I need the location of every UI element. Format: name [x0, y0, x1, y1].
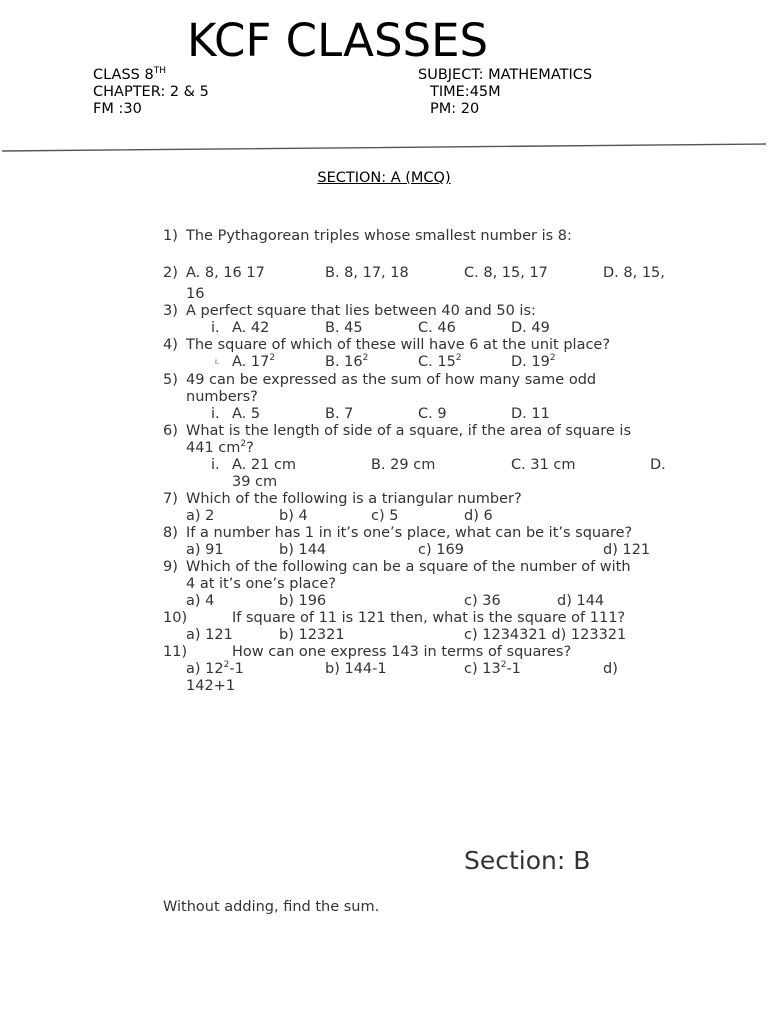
q5-option-a: A. 5: [232, 406, 261, 422]
q11-number: 11): [163, 644, 188, 660]
q11-option-b: b) 144-1: [325, 661, 387, 677]
q11-text: How can one express 143 in terms of squares?: [232, 644, 572, 660]
q11-option-a: a) $12^2-1$: [186, 660, 244, 677]
q6-option-d-cont: 39 cm: [232, 474, 278, 490]
q7-text: Which of the following is a triangular number?: [186, 491, 522, 507]
q9-number: 9): [163, 559, 178, 575]
q10-option-b: b) 12321: [279, 627, 345, 643]
q2-option-c: C. 8, 15, 17: [464, 265, 548, 281]
q5-number: 5): [163, 372, 178, 388]
q4-option-b: B. $16^2$: [325, 353, 369, 370]
q9-option-c: c) 36: [464, 593, 501, 609]
q2-number: 2): [163, 265, 178, 281]
q8-option-b: b) 144: [279, 542, 327, 558]
q10-option-a: a) 121: [186, 627, 233, 643]
q3-option-a: A. 42: [232, 320, 270, 336]
q3-roman: i.: [211, 320, 220, 336]
q10-option-cd: c) 1234321 d) 123321: [464, 627, 627, 643]
q5-option-d: D. 11: [511, 406, 550, 422]
q2-option-d-cont: 16: [186, 286, 205, 302]
q2-option-d: D. 8, 15,: [603, 265, 665, 281]
q9-text: Which of the following can be a square of the number of with: [186, 559, 631, 575]
q11-option-d-cont: 142+1: [186, 678, 236, 694]
q9-option-d: d) 144: [557, 593, 605, 609]
page-title: KCF CLASSES: [187, 14, 489, 67]
time-label: TIME:45M: [430, 84, 501, 100]
q6-text: What is the length of side of a square, if the area of square is: [186, 423, 631, 439]
q10-number: 10): [163, 610, 188, 626]
section-a-heading: SECTION: A (MCQ): [317, 170, 451, 186]
q6-text-cont: 441 $cm^2$?: [186, 439, 254, 456]
q2-option-b: B. 8, 17, 18: [325, 265, 409, 281]
section-b-heading: Section: B: [464, 846, 591, 875]
q5-text-cont: numbers?: [186, 389, 258, 405]
q1-text: The Pythagorean triples whose smallest number is 8:: [186, 228, 572, 244]
class-label: CLASS 8TH: [93, 66, 166, 83]
q8-text: If a number has 1 in it’s one’s place, what can be it’s square?: [186, 525, 633, 541]
section-b-instruction: Without adding, find the sum.: [163, 899, 380, 915]
q3-number: 3): [163, 303, 178, 319]
q6-number: 6): [163, 423, 178, 439]
q2-option-a: A. 8, 16 17: [186, 265, 265, 281]
q11-option-d: d): [603, 661, 618, 677]
q9-option-b: b) 196: [279, 593, 327, 609]
q7-option-b: b) 4: [279, 508, 308, 524]
header-divider: [2, 140, 766, 156]
q9-option-a: a) 4: [186, 593, 215, 609]
q6-option-b: B. 29 cm: [371, 457, 436, 473]
q5-option-c: C. 9: [418, 406, 447, 422]
q3-option-b: B. 45: [325, 320, 363, 336]
q4-number: 4): [163, 337, 178, 353]
chapter-label: CHAPTER: 2 & 5: [93, 84, 209, 100]
q8-option-d: d) 121: [603, 542, 651, 558]
subject-label: SUBJECT: MATHEMATICS: [418, 67, 593, 83]
q1-number: 1): [163, 228, 178, 244]
q7-number: 7): [163, 491, 178, 507]
q8-option-a: a) 91: [186, 542, 224, 558]
q8-number: 8): [163, 525, 178, 541]
q5-roman: i.: [211, 406, 220, 422]
q10-text: If square of 11 is 121 then, what is the square of 111?: [232, 610, 626, 626]
q11-option-c: c) $13^2-1$: [464, 660, 521, 677]
q4-roman: i.: [215, 358, 220, 366]
q7-option-a: a) 2: [186, 508, 215, 524]
q6-option-c: C. 31 cm: [511, 457, 576, 473]
q9-text-cont: 4 at it’s one’s place?: [186, 576, 336, 592]
q3-option-d: D. 49: [511, 320, 550, 336]
q3-text: A perfect square that lies between 40 and 50 is:: [186, 303, 536, 319]
q6-roman: i.: [211, 457, 220, 473]
q4-option-c: C. $15^2$: [418, 353, 462, 370]
q4-text: The square of which of these will have 6 at the unit place?: [186, 337, 611, 353]
q8-option-c: c) 169: [418, 542, 464, 558]
q7-option-d: d) 6: [464, 508, 493, 524]
q3-option-c: C. 46: [418, 320, 456, 336]
q4-option-a: A. $17^2$: [232, 353, 276, 370]
full-marks-label: FM :30: [93, 101, 142, 117]
pass-marks-label: PM: 20: [430, 101, 480, 117]
q5-text: 49 can be expressed as the sum of how many same odd: [186, 372, 597, 388]
q5-option-b: B. 7: [325, 406, 354, 422]
q6-option-a: A. 21 cm: [232, 457, 297, 473]
q6-option-d: D.: [650, 457, 666, 473]
q4-option-d: D. $19^2$: [511, 353, 556, 370]
q7-option-c: c) 5: [371, 508, 399, 524]
